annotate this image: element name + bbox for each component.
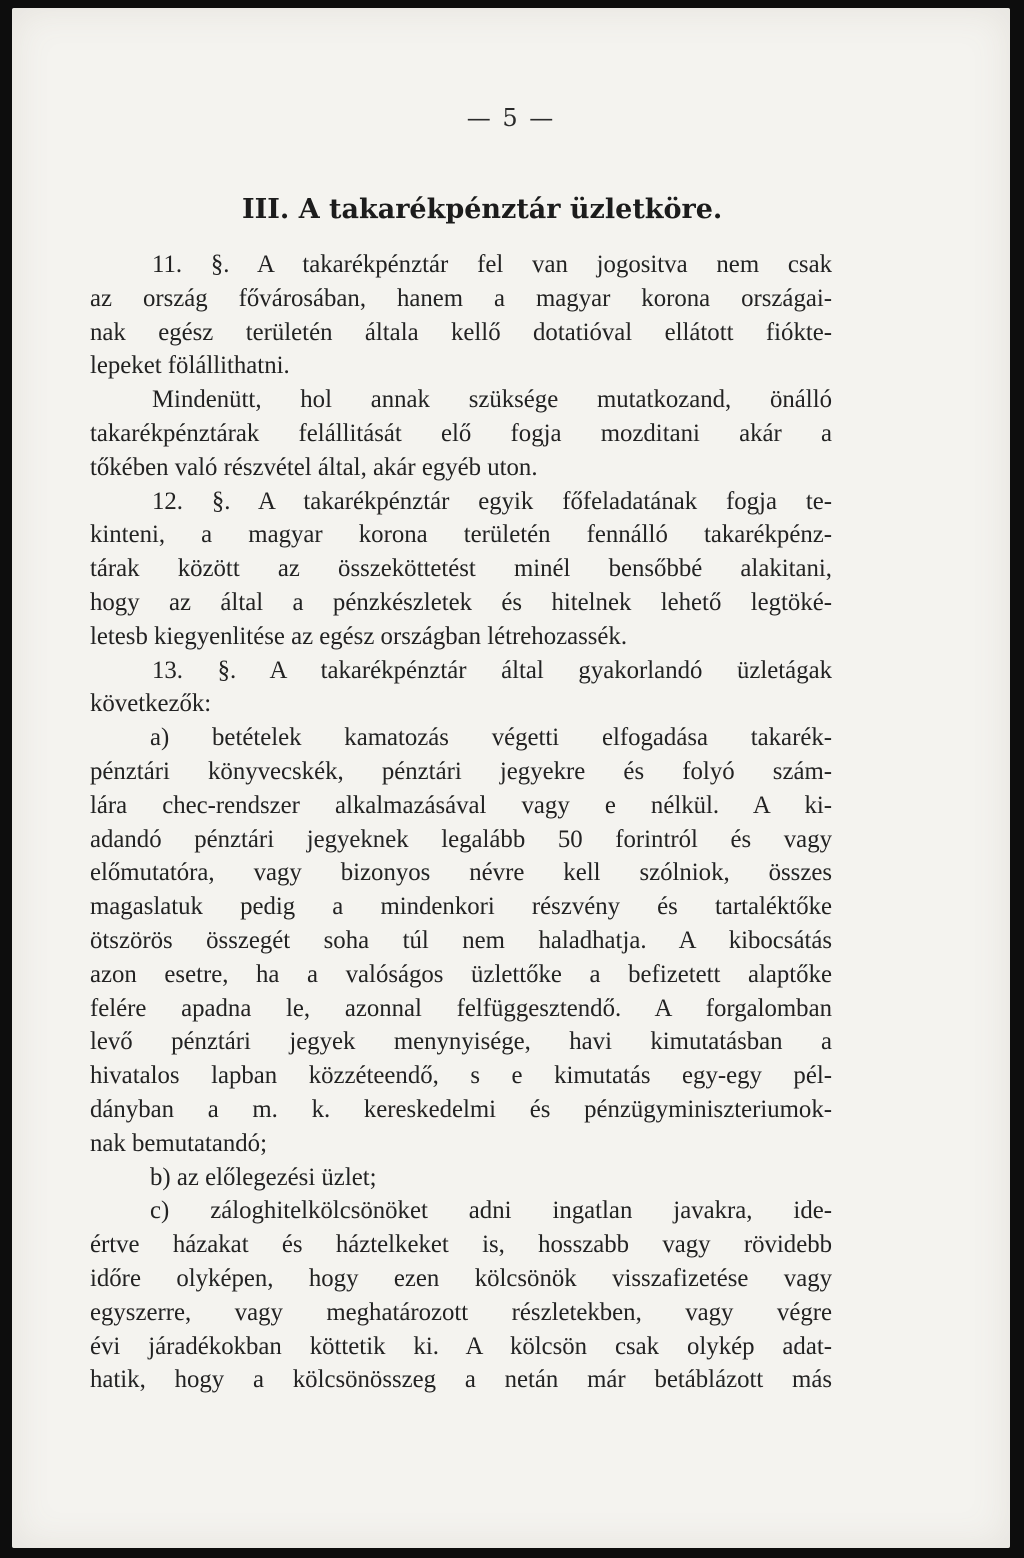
text-line: értve házakat és háztelkeket is, hosszabb vagy rövidebb — [90, 1231, 832, 1259]
text-line: hogy az által a pénzkészletek és hitelnek lehető legtöké- — [90, 588, 832, 616]
text-line: b) az előlegezési üzlet; — [150, 1163, 377, 1191]
text-line: lára chec-rendszer alkalmazásával vagy e nélkül. A ki- — [90, 791, 832, 819]
text-line: évi járadékokban köttetik ki. A kölcsön csak olykép adat- — [90, 1332, 832, 1360]
page-number: — 5 — — [466, 104, 556, 132]
text-line: tőkében való részvétel által, akár egyéb uton. — [90, 453, 538, 481]
text-line: 13. §. A takarékpénztár által gyakorlandó üzletágak — [152, 656, 832, 684]
text-line: takarékpénztárak felállitását elő fogja mozditani akár a — [90, 419, 832, 447]
text-line: hivatalos lapban közzéteendő, s e kimutatás egy-egy pél- — [90, 1062, 832, 1090]
document-page — [12, 8, 1010, 1548]
text-line: előmutatóra, vagy bizonyos névre kell szólniok, összes — [90, 859, 832, 887]
text-line: magaslatuk pedig a mindenkori részvény és tartaléktőke — [90, 893, 832, 921]
text-line: adandó pénztári jegyeknek legalább 50 forintról és vagy — [90, 825, 832, 853]
text-line: kinteni, a magyar korona területén fennálló takarékpénz- — [90, 521, 832, 549]
text-line: lepeket fölállithatni. — [90, 352, 290, 380]
text-line: tárak között az összeköttetést minél bensőbbé alakitani, — [90, 555, 832, 583]
text-line: 12. §. A takarékpénztár egyik főfeladatának fogja te- — [152, 487, 832, 515]
text-line: Mindenütt, hol annak szüksége mutatkozand, önálló — [152, 386, 832, 414]
text-line: 11. §. A takarékpénztár fel van jogositva nem csak — [152, 251, 832, 278]
text-line: felére apadna le, azonnal felfüggesztendő. A forgalomban — [90, 994, 832, 1022]
section-heading: III. A takarékpénztár üzletköre. — [242, 194, 723, 225]
text-line: nak bemutatandó; — [90, 1129, 267, 1157]
text-line: ötszörös összegét soha túl nem haladhatja. A kibocsátás — [90, 926, 832, 954]
text-line: levő pénztári jegyek menynyisége, havi kimutatásban a — [90, 1028, 832, 1056]
text-line: időre olyképen, hogy ezen kölcsönök visszafizetése vagy — [90, 1264, 832, 1292]
text-line: letesb kiegyenlitése az egész országban létrehozassék. — [90, 622, 628, 650]
text-line: hatik, hogy a kölcsönösszeg a netán már betáblázott más — [90, 1366, 832, 1394]
text-line: nak egész területén általa kellő dotatióval ellátott fiókte- — [90, 318, 832, 346]
text-line: egyszerre, vagy meghatározott részletekben, vagy végre — [90, 1298, 832, 1326]
text-line: az ország fővárosában, hanem a magyar korona országai- — [90, 284, 832, 312]
text-line: dányban a m. k. kereskedelmi és pénzügyminiszteriumok- — [90, 1095, 832, 1123]
text-line: a) betételek kamatozás végetti elfogadása takarék- — [150, 724, 832, 752]
text-line: pénztári könyvecskék, pénztári jegyekre és folyó szám- — [90, 757, 832, 785]
body-text — [90, 248, 832, 1397]
text-line: azon esetre, ha a valóságos üzlettőke a befizetett alaptőke — [90, 960, 832, 988]
text-line: következők: — [90, 690, 212, 718]
text-line: c) záloghitelkölcsönöket adni ingatlan javakra, ide- — [150, 1197, 832, 1225]
